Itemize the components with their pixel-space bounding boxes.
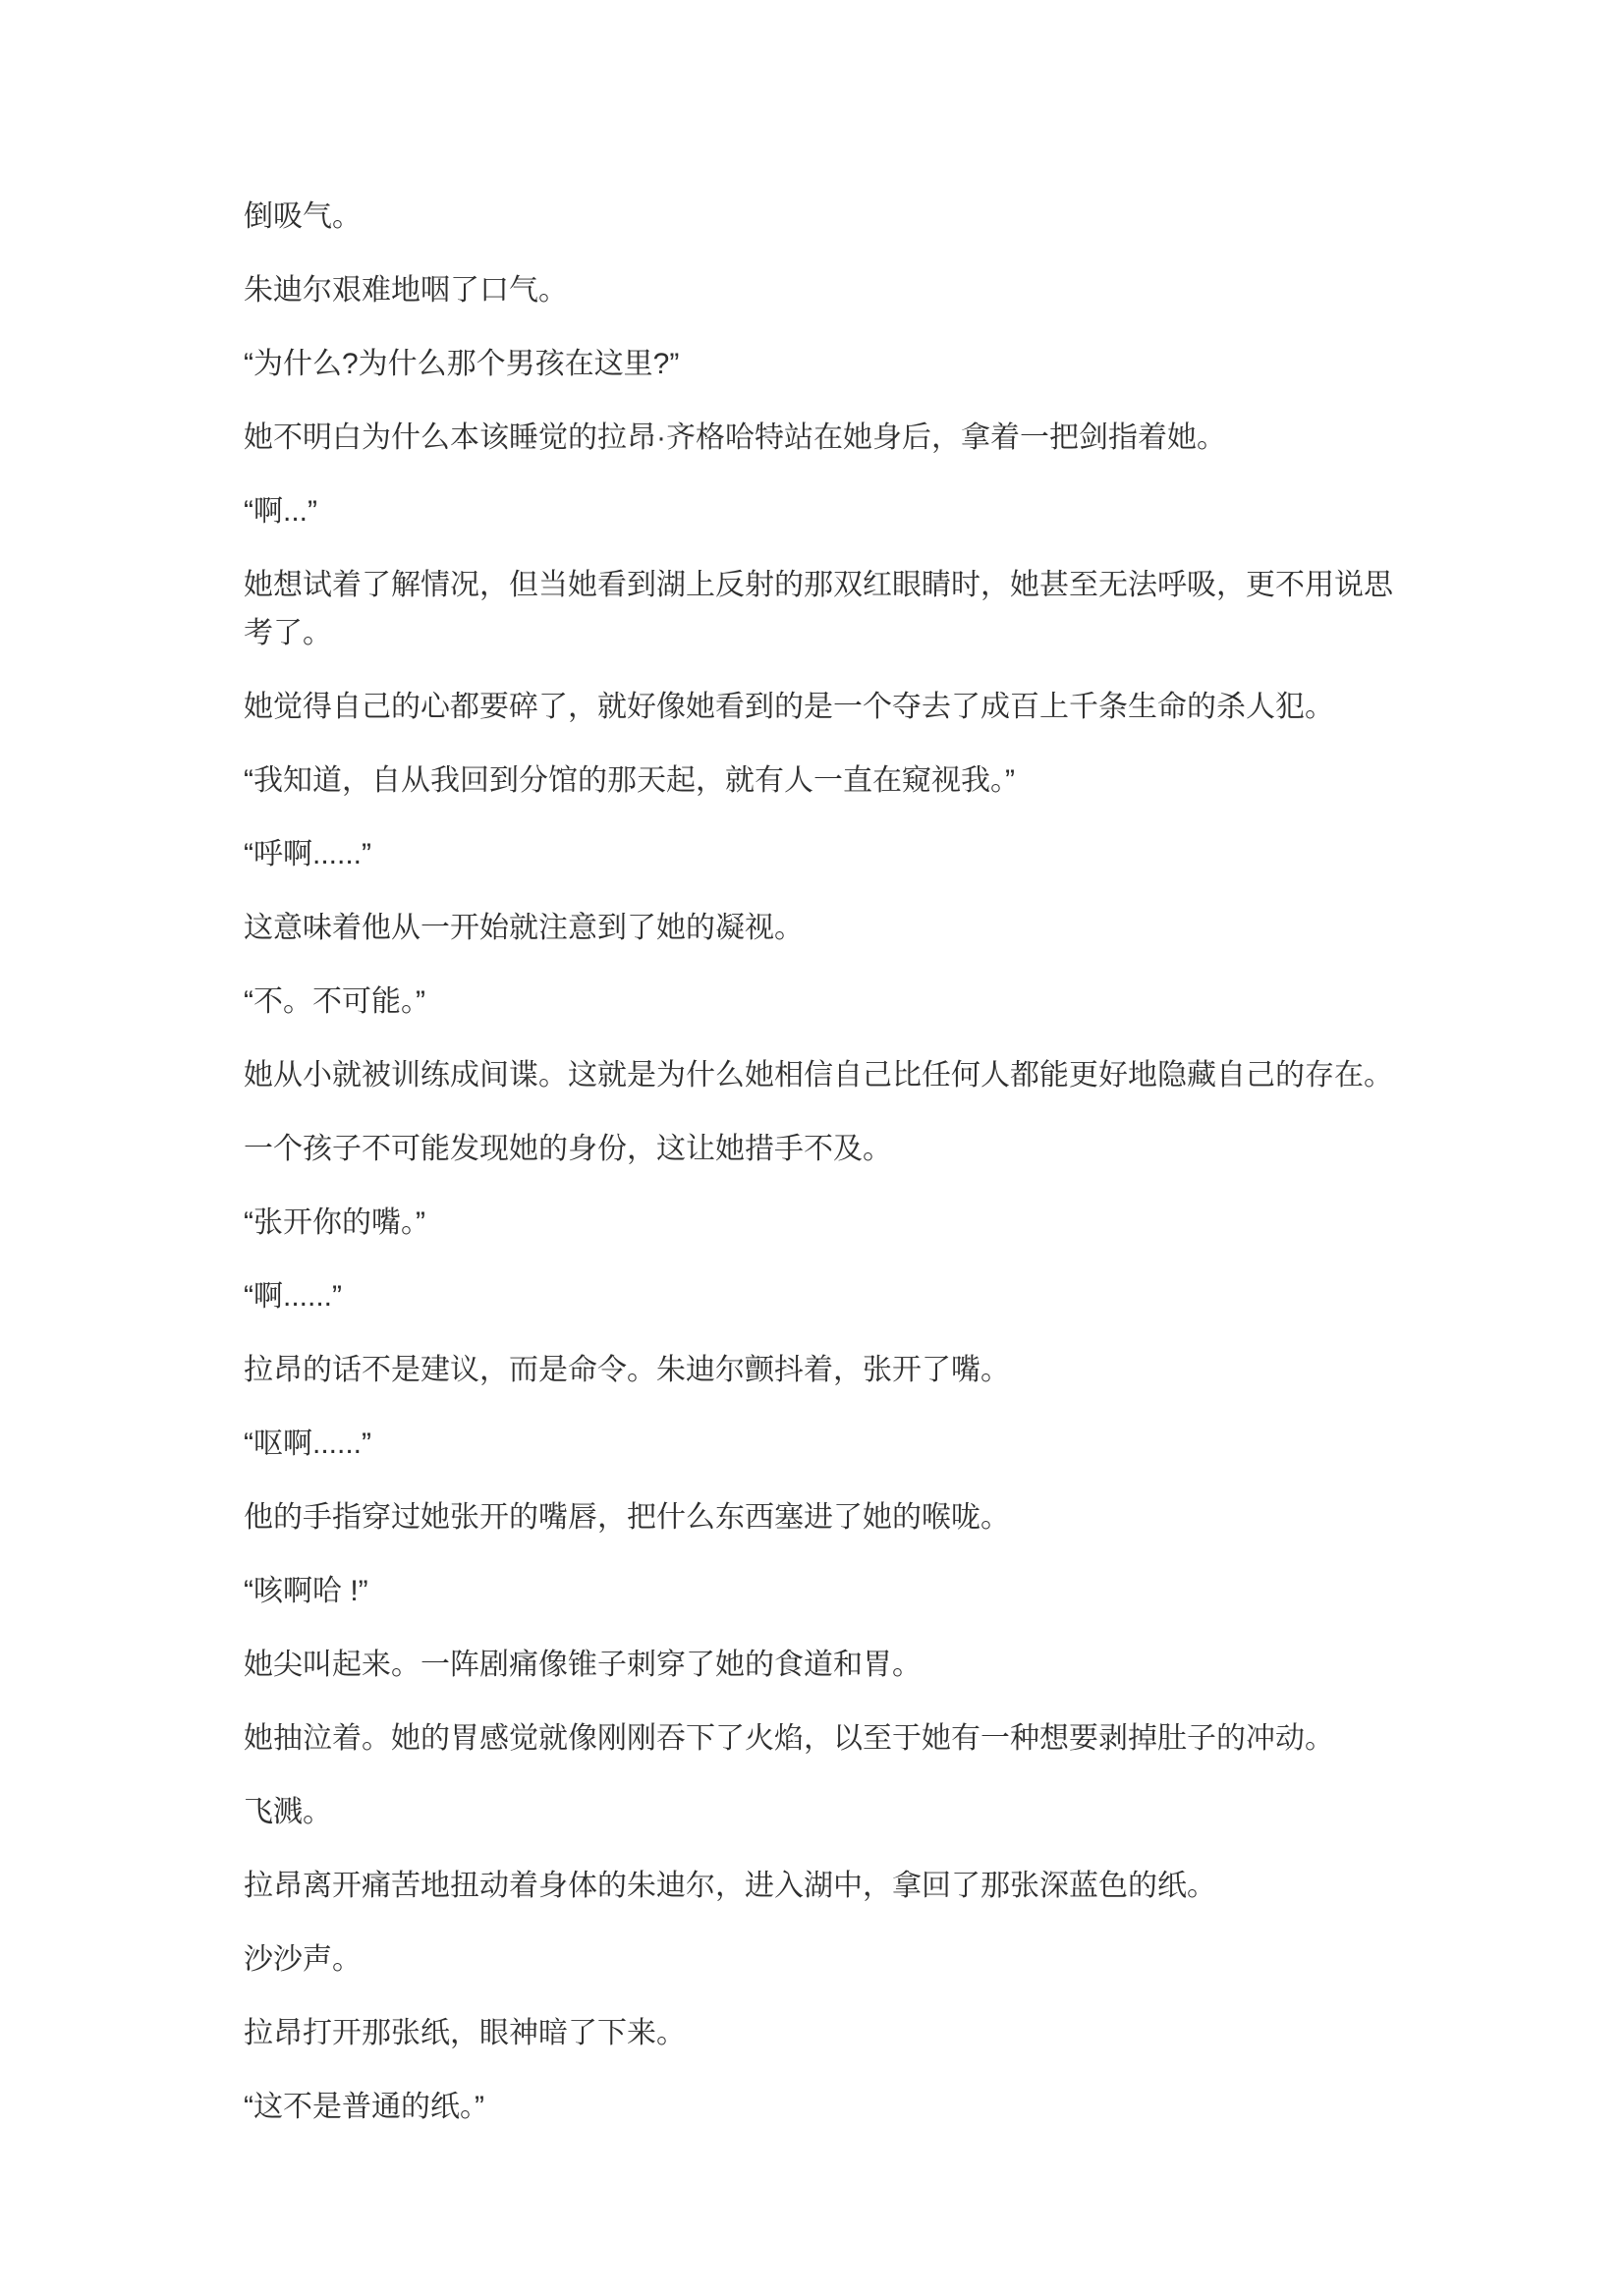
paragraph: 她想试着了解情况，但当她看到湖上反射的那双红眼睛时，她甚至无法呼吸，更不用说思考了。 xyxy=(244,569,1393,649)
paragraph: 飞溅。 xyxy=(244,1796,332,1828)
paragraph: “啊......” xyxy=(244,1280,342,1313)
paragraph: 他的手指穿过她张开的嘴唇，把什么东西塞进了她的喉咙。 xyxy=(244,1501,1010,1534)
paragraph: 拉昂的话不是建议，而是命令。朱迪尔颤抖着，张开了嘴。 xyxy=(244,1354,1010,1386)
paragraph: 她从小就被训练成间谍。这就是为什么她相信自己比任何人都能更好地隐藏自己的存在。 xyxy=(244,1059,1393,1092)
paragraph: “为什么?为什么那个男孩在这里?” xyxy=(244,348,680,380)
paragraph: 她不明白为什么本该睡觉的拉昂·齐格哈特站在她身后，拿着一把剑指着她。 xyxy=(244,421,1226,454)
paragraph: 她抽泣着。她的胃感觉就像刚刚吞下了火焰，以至于她有一种想要剥掉肚子的冲动。 xyxy=(244,1722,1334,1755)
paragraph: “啊...” xyxy=(244,495,317,528)
paragraph: 拉昂离开痛苦地扭动着身体的朱迪尔，进入湖中，拿回了那张深蓝色的纸。 xyxy=(244,1870,1216,1902)
paragraph: 这意味着他从一开始就注意到了她的凝视。 xyxy=(244,912,804,944)
paragraph: “我知道，自从我回到分馆的那天起，就有人一直在窥视我。” xyxy=(244,764,1015,797)
paragraph: “呼啊......” xyxy=(244,838,371,870)
paragraph: 一个孩子不可能发现她的身份，这让她措手不及。 xyxy=(244,1133,892,1165)
paragraph: “不。不可能。” xyxy=(244,985,425,1018)
paragraph: 她觉得自己的心都要碎了，就好像她看到的是一个夺去了成百上千条生命的杀人犯。 xyxy=(244,691,1334,723)
paragraph: “呕啊......” xyxy=(244,1428,371,1460)
paragraph: 拉昂打开那张纸，眼神暗了下来。 xyxy=(244,2017,686,2049)
paragraph: “这不是普通的纸。” xyxy=(244,2091,484,2123)
paragraph: 倒吸气。 xyxy=(244,200,362,233)
paragraph: “张开你的嘴。” xyxy=(244,1206,425,1239)
paragraph: 她尖叫起来。一阵剧痛像锥子刺穿了她的食道和胃。 xyxy=(244,1649,922,1681)
paragraph: “咳啊哈 !” xyxy=(244,1575,368,1607)
paragraph: 朱迪尔艰难地咽了口气。 xyxy=(244,274,568,307)
text-content xyxy=(244,193,1415,2156)
paragraph: 沙沙声。 xyxy=(244,1943,362,1976)
